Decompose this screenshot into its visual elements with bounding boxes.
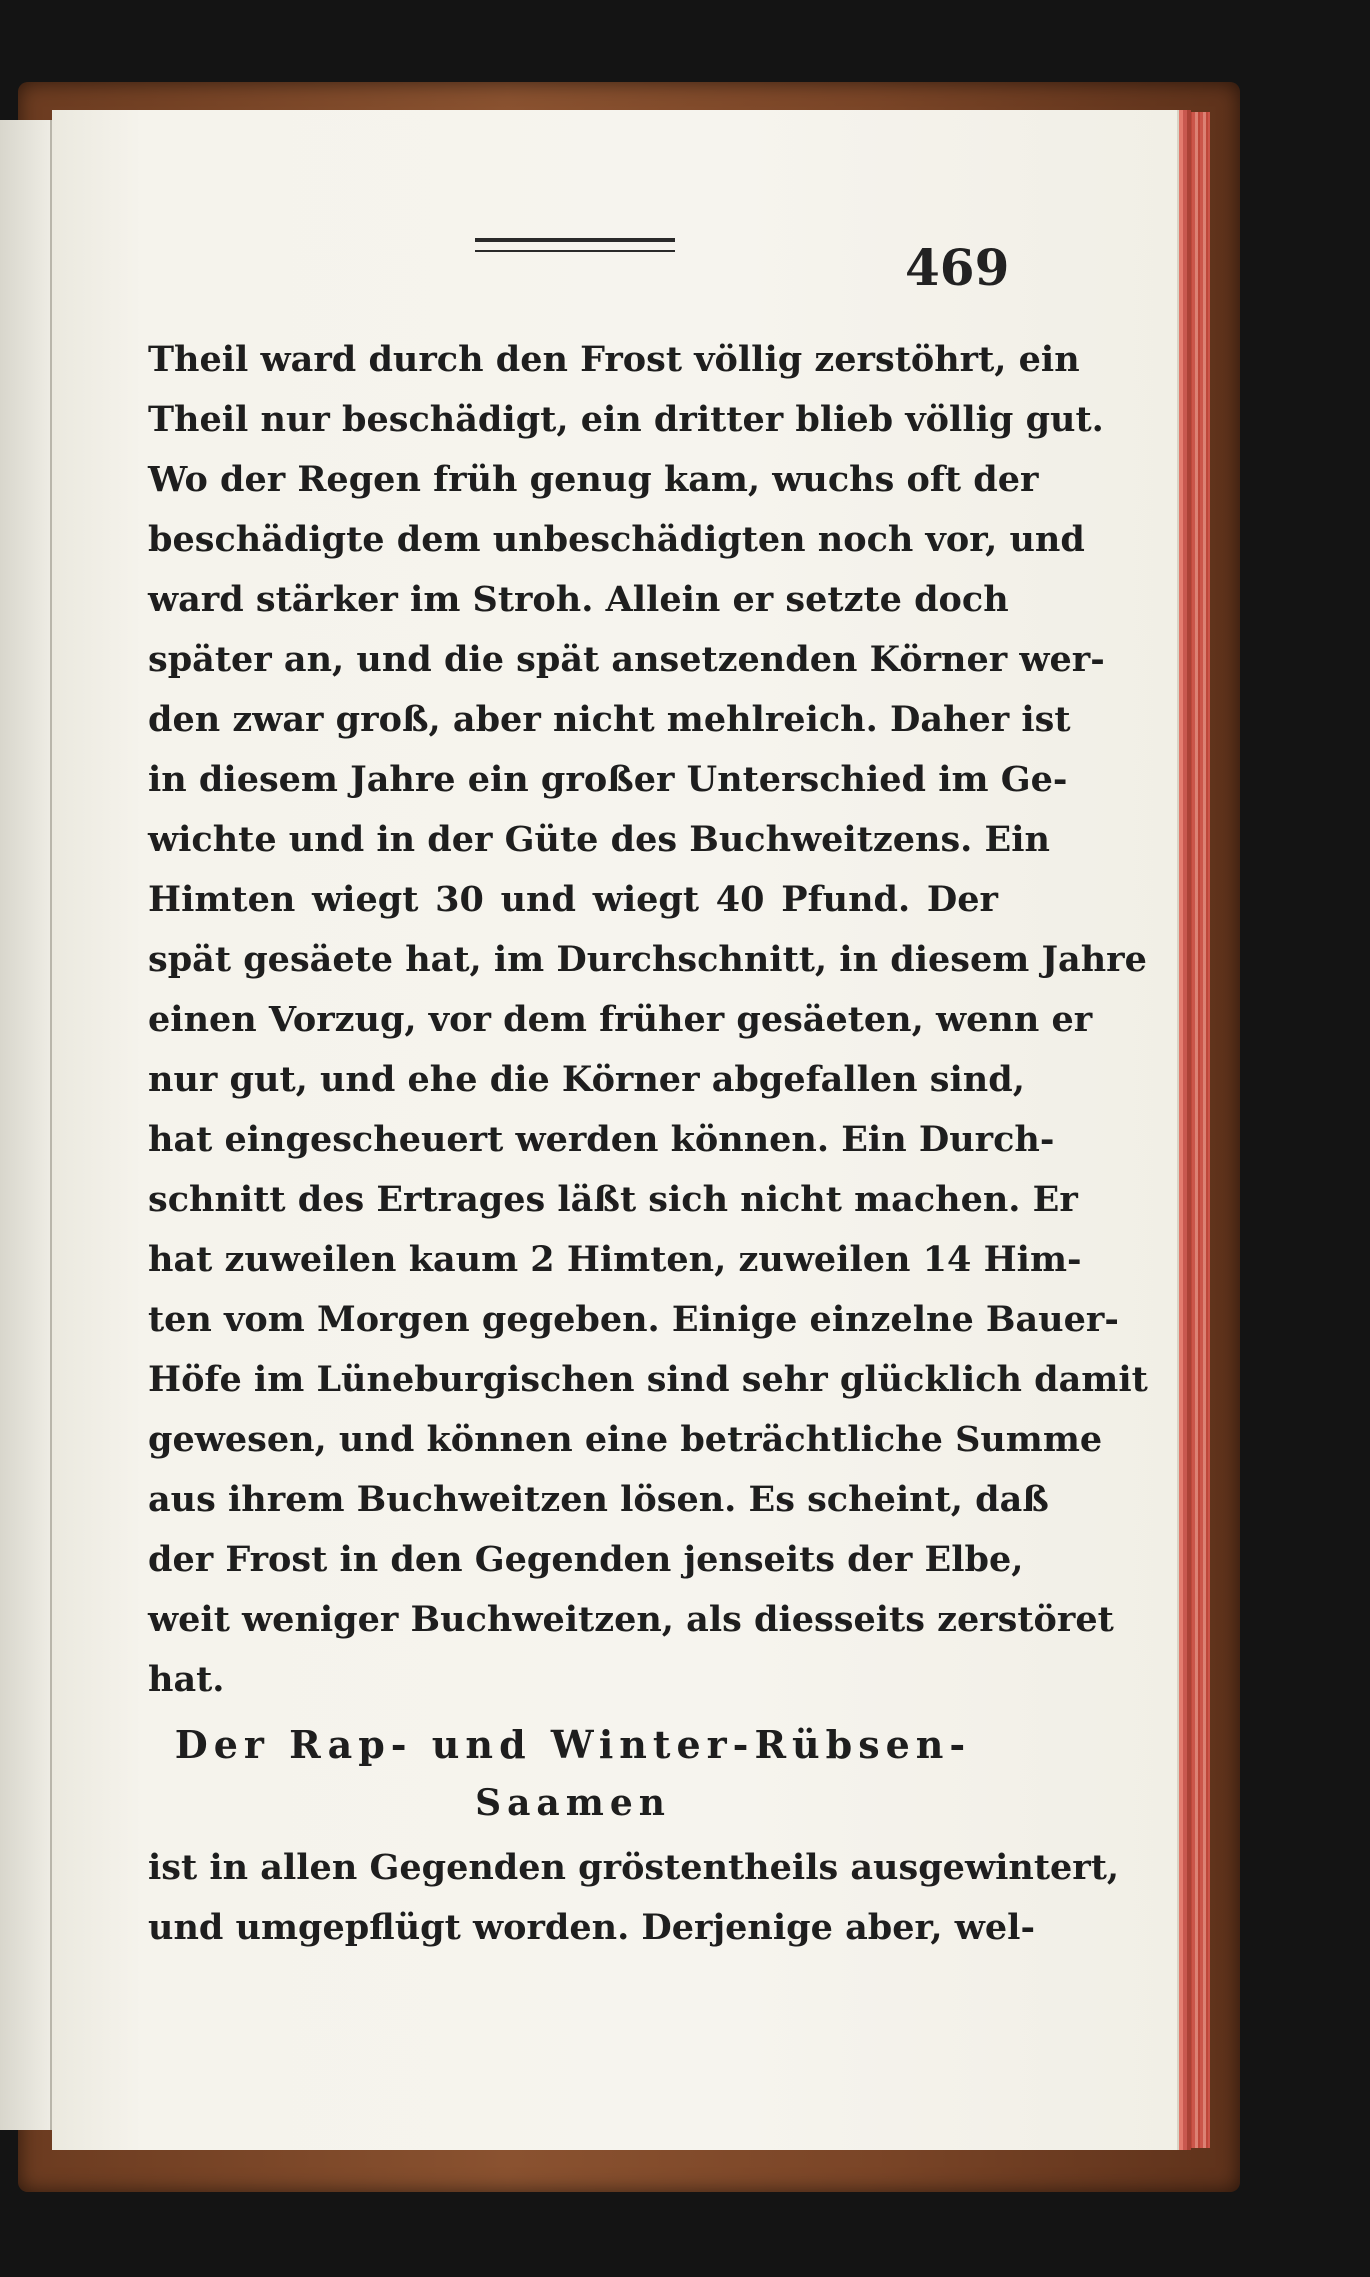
text-line: weit weniger Buchweitzen, als diesseits zerstöret [148,1599,1114,1640]
text-line: hat eingescheuert werden können. Ein Durch- [148,1119,1055,1160]
text-line: nur gut, und ehe die Körner abgefallen sind, [148,1059,1025,1100]
text-line: wichte und in der Güte des Buchweitzens. Ein [148,819,1050,860]
section-heading-continued: Saamen [475,1782,671,1824]
text-line: einen Vorzug, vor dem früher gesäeten, wenn er [148,999,1093,1040]
text-line: Theil ward durch den Frost völlig zerstöhrt, ein [148,339,1080,380]
text-line: gewesen, und können eine beträchtliche Summe [148,1419,1103,1460]
text-line: Theil nur beschädigt, ein dritter blieb völlig gut. [148,399,1104,440]
text-line: spät gesäete hat, im Durchschnitt, in diesem Jahre [148,939,1147,980]
text-line: den zwar groß, aber nicht mehlreich. Daher ist [148,699,1071,740]
text-line: der Frost in den Gegenden jenseits der Elbe, [148,1539,1024,1580]
text-line: aus ihrem Buchweitzen lösen. Es scheint, daß [148,1479,1049,1520]
left-page-edge [0,120,52,2130]
text-line: Himten wiegt 30 und wiegt 40 Pfund. Der [148,879,998,920]
text-line: Wo der Regen früh genug kam, wuchs oft der [148,459,1039,500]
text-line: beschädigte dem unbeschädigten noch vor, und [148,519,1085,560]
header-rule-thick [475,238,675,242]
paragraph-body-2 [148,1838,1120,1958]
text-line: ist in allen Gegenden gröstentheils ausgewintert, [148,1847,1120,1888]
text-line: ten vom Morgen gegeben. Einige einzelne Bauer- [148,1299,1119,1340]
text-line: hat zuweilen kaum 2 Himten, zuweilen 14 Him- [148,1239,1082,1280]
text-line: später an, und die spät ansetzenden Körner wer- [148,639,1105,680]
header-rule-thin [475,250,675,252]
text-line: und umgepflügt worden. Derjenige aber, wel- [148,1907,1035,1948]
text-line: in diesem Jahre ein großer Unterschied im Ge- [148,759,1068,800]
text-line: Höfe im Lüneburgischen sind sehr glücklich damit [148,1359,1148,1400]
text-line: hat. [148,1659,225,1700]
page-number: 469 [905,238,1010,297]
text-line: ward stärker im Stroh. Allein er setzte doch [148,579,1009,620]
section-heading: Der Rap- und Winter-Rübsen- [174,1722,972,1767]
red-page-edges [1176,112,1210,2148]
paragraph-body [148,330,1148,1710]
text-line: schnitt des Ertrages läßt sich nicht machen. Er [148,1179,1078,1220]
